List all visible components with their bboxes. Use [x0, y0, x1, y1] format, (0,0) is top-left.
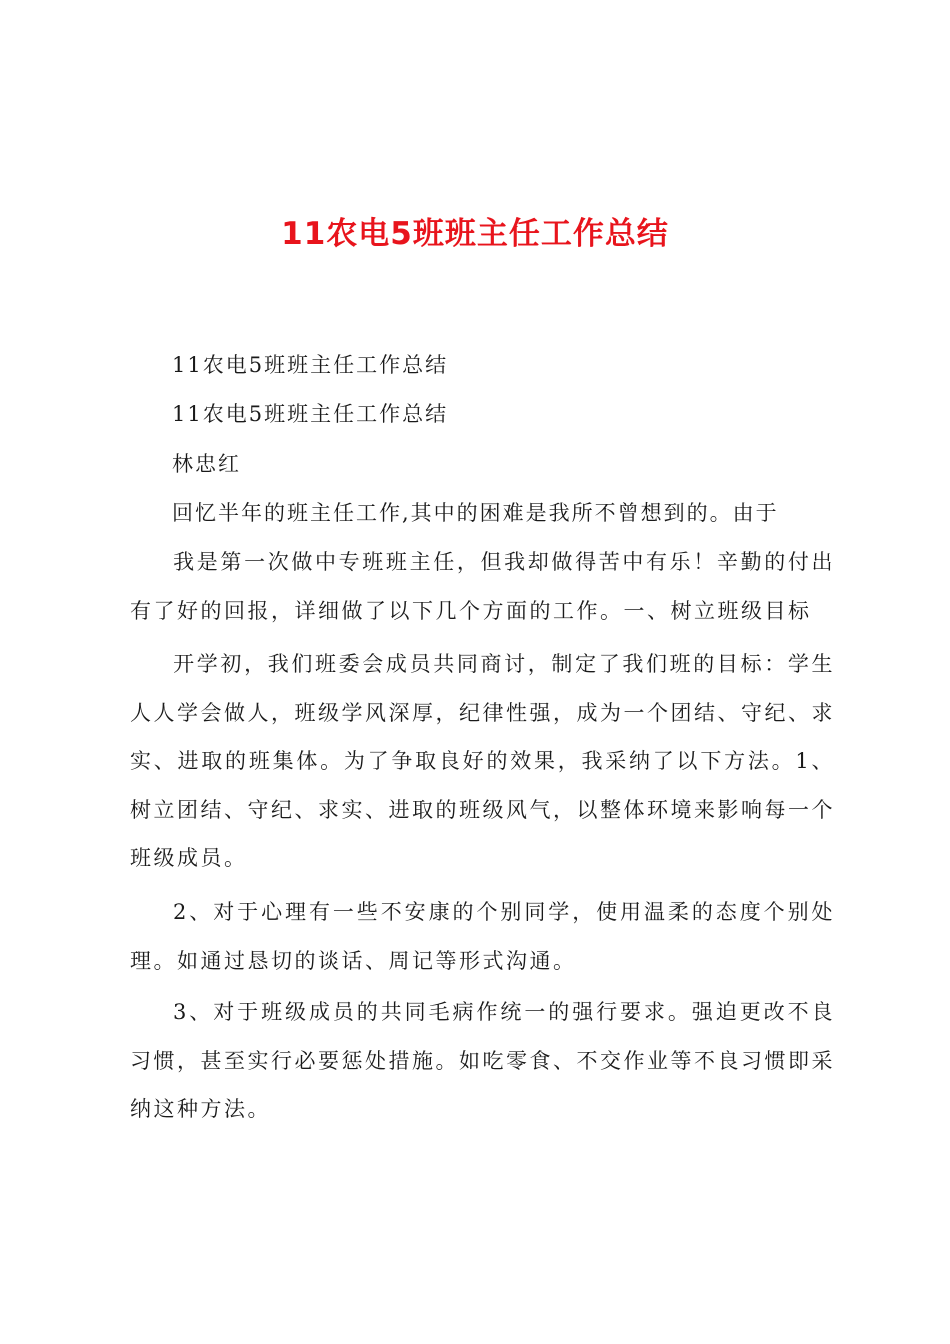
subtitle-line-repeat: 11农电5班班主任工作总结: [172, 402, 449, 426]
paragraph-2-text: 开学初，我们班委会成员共同商讨，制定了我们班的目标：学生人人学会做人，班级学风深厚，纪律性强，成为一个团结、守纪、求实、进取的班集体。为了争取良好的效果，我采纳了以下方法。1、树立团结、守纪、求实、进取的班级风气，以整体环境来影响每一个班级成员。: [130, 652, 835, 871]
paragraph-2: [130, 640, 835, 883]
paragraph-4-text: 3、对于班级成员的共同毛病作统一的强行要求。强迫更改不良习惯，甚至实行必要惩处措施。如吃零食、不交作业等不良习惯即采纳这种方法。: [130, 1000, 835, 1122]
paragraph-1: [130, 538, 835, 635]
paragraph-3: [130, 888, 835, 985]
author-name: 林忠红: [172, 452, 241, 476]
document-title: 11农电5班班主任工作总结: [281, 216, 669, 252]
paragraph-4: [130, 988, 835, 1134]
paragraph-1-text: 我是第一次做中专班班主任，但我却做得苦中有乐！辛勤的付出有了好的回报，详细做了以下几个方面的工作。一、树立班级目标: [130, 550, 835, 623]
subtitle-line: 11农电5班班主任工作总结: [172, 353, 449, 377]
paragraph-3-text: 2、对于心理有一些不安康的个别同学，使用温柔的态度个别处理。如通过恳切的谈话、周记等形式沟通。: [130, 900, 835, 973]
intro-line: 回忆半年的班主任工作,其中的困难是我所不曾想到的。由于: [172, 501, 779, 525]
